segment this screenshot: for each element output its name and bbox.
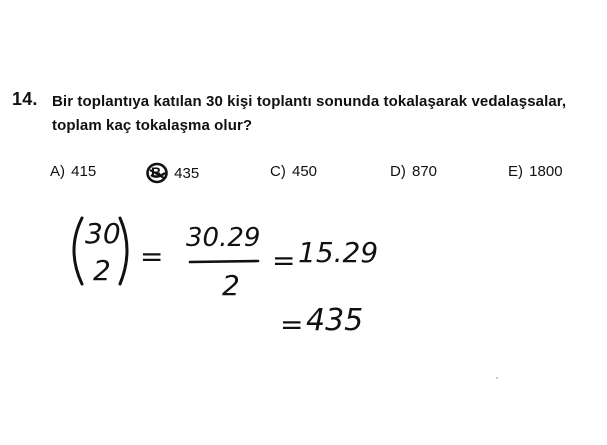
fraction-numerator: 30.29	[186, 223, 261, 253]
equals-sign-3: =	[280, 308, 304, 341]
fraction-bar	[190, 261, 258, 262]
equals-sign-1: =	[140, 240, 164, 273]
option-c-value: 450	[292, 163, 318, 180]
binomial-left-paren	[74, 218, 82, 284]
option-b-letter: B	[151, 164, 162, 180]
option-c-letter: C)	[270, 163, 286, 180]
step-result: 15.29	[298, 236, 379, 269]
option-a-letter: A)	[50, 163, 65, 180]
fraction-denominator: 2	[222, 269, 240, 302]
binomial-right-paren	[120, 218, 127, 284]
final-result: 435	[306, 303, 364, 338]
question-number: 14.	[12, 89, 38, 109]
binomial-bottom: 2	[93, 254, 111, 287]
option-b-value: 435	[174, 165, 200, 182]
question-text: Bir toplantıya katılan 30 kişi toplantı sonunda tokalaşarak vedalaşsalar, toplam kaç tokalaşma olur?	[52, 93, 567, 134]
option-e-value: 1800	[529, 163, 563, 180]
equals-sign-2: =	[272, 244, 296, 277]
paper-speck	[496, 377, 498, 379]
option-d-value: 870	[412, 163, 438, 180]
option-e-letter: E)	[508, 163, 523, 180]
option-a-value: 415	[71, 163, 97, 180]
binomial-top: 30	[85, 217, 121, 250]
option-d-letter: D)	[390, 163, 406, 180]
